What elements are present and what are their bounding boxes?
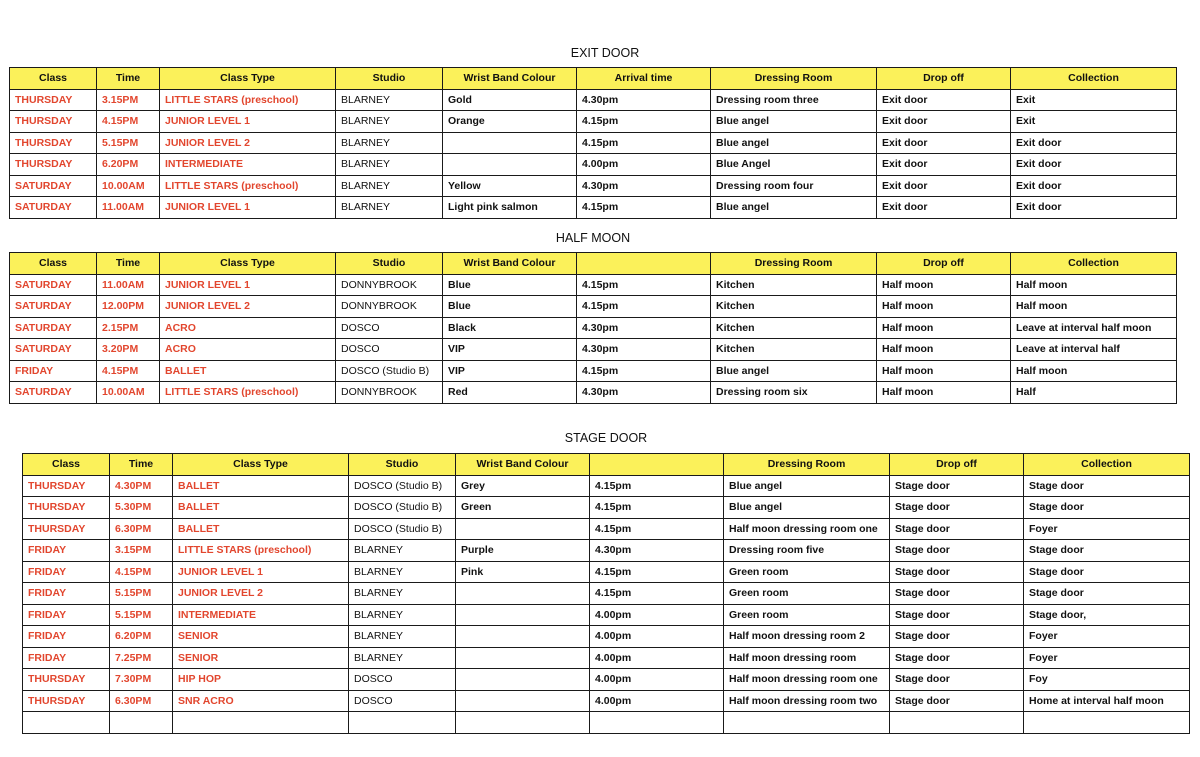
cell-class-type: JUNIOR LEVEL 2 [160,132,336,154]
cell-arrival: 4.15pm [577,132,711,154]
cell-drop-off: Stage door [890,475,1024,497]
cell-class: FRIDAY [23,647,110,669]
cell-class-type: JUNIOR LEVEL 1 [160,111,336,133]
column-header-studio: Studio [349,454,456,476]
column-header-drop-off: Drop off [890,454,1024,476]
column-header-class: Class [10,253,97,275]
cell-dressing-room: Kitchen [711,274,877,296]
cell-collection: Foyer [1024,518,1190,540]
cell-time: 11.00AM [97,274,160,296]
cell-time: 4.15PM [110,561,173,583]
cell-arrival: 4.30pm [577,382,711,404]
cell-drop-off: Half moon [877,360,1011,382]
cell-arrival: 4.15pm [590,475,724,497]
column-header-class-type: Class Type [160,68,336,90]
cell-class: SATURDAY [10,382,97,404]
cell-drop-off: Stage door [890,647,1024,669]
table-row [10,132,1177,154]
cell-studio: BLARNEY [336,111,443,133]
cell-class-type: JUNIOR LEVEL 2 [173,583,349,605]
cell-time: 11.00AM [97,197,160,219]
cell-drop-off: Half moon [877,274,1011,296]
cell-dressing-room: Blue Angel [711,154,877,176]
exit-door-table [9,67,1177,219]
cell-class-type: LITTLE STARS (preschool) [160,382,336,404]
cell-studio: BLARNEY [349,626,456,648]
cell-wrist-band [456,669,590,691]
column-header-collection: Collection [1011,253,1177,275]
cell-studio: DOSCO [349,669,456,691]
cell-time: 5.15PM [110,583,173,605]
cell-arrival: 4.00pm [590,626,724,648]
table-row [10,175,1177,197]
cell-class: FRIDAY [10,360,97,382]
cell-drop-off: Exit door [877,197,1011,219]
cell-class-type: LITTLE STARS (preschool) [173,540,349,562]
column-header-time: Time [110,454,173,476]
column-header-drop-off: Drop off [877,253,1011,275]
cell-class: THURSDAY [10,154,97,176]
cell-wrist-band: Gold [443,89,577,111]
cell-class-type: INTERMEDIATE [173,604,349,626]
cell-time: 6.20PM [110,626,173,648]
column-header-dressing-room: Dressing Room [724,454,890,476]
cell-class: FRIDAY [23,583,110,605]
cell-time: 6.30PM [110,518,173,540]
column-header-collection: Collection [1011,68,1177,90]
cell-class: THURSDAY [23,518,110,540]
cell-wrist-band: VIP [443,339,577,361]
column-header-time: Time [97,68,160,90]
stage-door-rows [23,475,1190,733]
table-row [23,669,1190,691]
cell-wrist-band [443,154,577,176]
column-header-arrival [590,454,724,476]
cell-drop-off: Stage door [890,604,1024,626]
cell-class-type: ACRO [160,339,336,361]
cell-class: SATURDAY [10,317,97,339]
table-row [23,583,1190,605]
cell-class: THURSDAY [23,669,110,691]
cell-arrival: 4.15pm [590,583,724,605]
cell-dressing-room: Half moon dressing room 2 [724,626,890,648]
table-row [10,274,1177,296]
column-header-arrival [577,253,711,275]
cell-class-type: BALLET [173,518,349,540]
cell-collection: Leave at interval half [1011,339,1177,361]
cell-wrist-band [456,690,590,712]
cell-collection: Exit door [1011,175,1177,197]
cell-class: THURSDAY [23,497,110,519]
table-row [23,690,1190,712]
cell-collection: Stage door [1024,540,1190,562]
table-row [10,197,1177,219]
cell-arrival: 4.15pm [577,296,711,318]
cell-arrival: 4.15pm [577,360,711,382]
cell-arrival: 4.15pm [577,274,711,296]
cell-class: THURSDAY [10,111,97,133]
cell-wrist-band: Blue [443,274,577,296]
cell-collection: Exit door [1011,197,1177,219]
cell-wrist-band: Green [456,497,590,519]
cell-wrist-band [456,604,590,626]
table-row [23,712,1190,734]
cell-wrist-band [456,518,590,540]
cell-studio [349,712,456,734]
cell-class-type: HIP HOP [173,669,349,691]
cell-collection: Stage door [1024,475,1190,497]
cell-arrival: 4.00pm [590,669,724,691]
cell-class-type: JUNIOR LEVEL 1 [173,561,349,583]
column-header-class-type: Class Type [173,454,349,476]
cell-studio: BLARNEY [336,154,443,176]
cell-studio: BLARNEY [336,197,443,219]
exit-door-title: EXIT DOOR [570,46,640,60]
column-header-class-type: Class Type [160,253,336,275]
cell-wrist-band: Orange [443,111,577,133]
cell-dressing-room: Half moon dressing room two [724,690,890,712]
cell-dressing-room: Green room [724,604,890,626]
cell-time: 4.15PM [97,111,160,133]
cell-studio: DOSCO (Studio B) [336,360,443,382]
cell-drop-off: Exit door [877,89,1011,111]
table-row [23,475,1190,497]
cell-dressing-room: Half moon dressing room [724,647,890,669]
table-row [23,604,1190,626]
cell-drop-off [890,712,1024,734]
column-header-wrist-band: Wrist Band Colour [456,454,590,476]
cell-studio: BLARNEY [336,89,443,111]
cell-class: THURSDAY [23,475,110,497]
cell-dressing-room: Green room [724,561,890,583]
cell-class: SATURDAY [10,296,97,318]
cell-arrival: 4.30pm [577,89,711,111]
column-header-class: Class [23,454,110,476]
cell-collection: Foy [1024,669,1190,691]
table-row [10,339,1177,361]
cell-wrist-band: Light pink salmon [443,197,577,219]
table-row [10,111,1177,133]
cell-studio: DOSCO (Studio B) [349,497,456,519]
cell-class: SATURDAY [10,175,97,197]
cell-drop-off: Half moon [877,317,1011,339]
cell-collection: Leave at interval half moon [1011,317,1177,339]
cell-dressing-room: Dressing room four [711,175,877,197]
cell-class-type: LITTLE STARS (preschool) [160,89,336,111]
cell-studio: BLARNEY [349,604,456,626]
cell-time: 3.20PM [97,339,160,361]
cell-dressing-room: Blue angel [724,497,890,519]
cell-collection: Half moon [1011,360,1177,382]
cell-arrival: 4.30pm [577,339,711,361]
cell-class: FRIDAY [23,604,110,626]
cell-arrival: 4.30pm [590,540,724,562]
cell-studio: DOSCO [336,339,443,361]
cell-wrist-band: Purple [456,540,590,562]
cell-arrival: 4.00pm [590,690,724,712]
cell-collection: Half [1011,382,1177,404]
cell-drop-off: Stage door [890,561,1024,583]
cell-arrival: 4.00pm [590,604,724,626]
cell-class-type: JUNIOR LEVEL 1 [160,274,336,296]
cell-class-type: BALLET [160,360,336,382]
cell-studio: BLARNEY [349,583,456,605]
column-header-wrist-band: Wrist Band Colour [443,253,577,275]
column-header-dressing-room: Dressing Room [711,253,877,275]
cell-time: 7.30PM [110,669,173,691]
stage-door-table [22,453,1190,734]
cell-collection: Foyer [1024,647,1190,669]
cell-class-type: SENIOR [173,647,349,669]
cell-class-type: LITTLE STARS (preschool) [160,175,336,197]
table-row [10,89,1177,111]
cell-collection: Exit door [1011,132,1177,154]
cell-dressing-room: Half moon dressing room one [724,669,890,691]
cell-arrival: 4.15pm [590,497,724,519]
table-row [23,518,1190,540]
cell-time: 6.20PM [97,154,160,176]
cell-class: FRIDAY [23,626,110,648]
cell-drop-off: Exit door [877,175,1011,197]
cell-wrist-band: VIP [443,360,577,382]
cell-dressing-room [724,712,890,734]
cell-wrist-band [456,626,590,648]
cell-drop-off: Stage door [890,669,1024,691]
cell-collection: Stage door [1024,583,1190,605]
cell-time: 5.30PM [110,497,173,519]
cell-collection: Stage door [1024,561,1190,583]
cell-time [110,712,173,734]
cell-arrival: 4.00pm [590,647,724,669]
cell-class: THURSDAY [10,89,97,111]
cell-wrist-band: Yellow [443,175,577,197]
cell-wrist-band: Blue [443,296,577,318]
cell-time: 3.15PM [97,89,160,111]
cell-time: 5.15PM [97,132,160,154]
cell-studio: DOSCO [336,317,443,339]
cell-studio: BLARNEY [349,540,456,562]
cell-arrival [590,712,724,734]
table-row [23,647,1190,669]
cell-arrival: 4.00pm [577,154,711,176]
cell-time: 6.30PM [110,690,173,712]
cell-arrival: 4.30pm [577,175,711,197]
cell-dressing-room: Blue angel [711,360,877,382]
table-header-row [23,454,1190,476]
cell-collection: Exit [1011,89,1177,111]
cell-studio: DOSCO (Studio B) [349,518,456,540]
cell-drop-off: Stage door [890,690,1024,712]
cell-wrist-band: Grey [456,475,590,497]
cell-time: 3.15PM [110,540,173,562]
cell-studio: DONNYBROOK [336,274,443,296]
cell-dressing-room: Kitchen [711,317,877,339]
cell-studio: DONNYBROOK [336,382,443,404]
stage-door-title: STAGE DOOR [564,431,648,445]
cell-collection: Stage door [1024,497,1190,519]
cell-collection: Half moon [1011,296,1177,318]
column-header-drop-off: Drop off [877,68,1011,90]
table-row [23,561,1190,583]
cell-dressing-room: Blue angel [724,475,890,497]
table-row [10,296,1177,318]
column-header-collection: Collection [1024,454,1190,476]
cell-wrist-band: Pink [456,561,590,583]
cell-wrist-band [456,583,590,605]
cell-class: FRIDAY [23,561,110,583]
cell-dressing-room: Blue angel [711,132,877,154]
cell-class: THURSDAY [23,690,110,712]
cell-dressing-room: Dressing room five [724,540,890,562]
cell-time: 4.30PM [110,475,173,497]
table-row [10,154,1177,176]
cell-dressing-room: Blue angel [711,197,877,219]
table-row [23,497,1190,519]
cell-class-type: SENIOR [173,626,349,648]
cell-collection: Stage door, [1024,604,1190,626]
table-row [10,317,1177,339]
cell-time: 12.00PM [97,296,160,318]
table-row [23,540,1190,562]
cell-dressing-room: Green room [724,583,890,605]
column-header-studio: Studio [336,253,443,275]
cell-drop-off: Exit door [877,111,1011,133]
cell-dressing-room: Kitchen [711,296,877,318]
column-header-wrist-band: Wrist Band Colour [443,68,577,90]
cell-drop-off: Half moon [877,296,1011,318]
cell-collection: Home at interval half moon [1024,690,1190,712]
cell-class: FRIDAY [23,540,110,562]
cell-drop-off: Half moon [877,339,1011,361]
cell-drop-off: Half moon [877,382,1011,404]
cell-collection [1024,712,1190,734]
cell-class-type: JUNIOR LEVEL 1 [160,197,336,219]
cell-wrist-band: Red [443,382,577,404]
half-moon-rows [10,274,1177,403]
cell-time: 10.00AM [97,175,160,197]
cell-class-type: BALLET [173,475,349,497]
cell-class-type: ACRO [160,317,336,339]
cell-arrival: 4.15pm [590,518,724,540]
cell-dressing-room: Blue angel [711,111,877,133]
column-header-arrival: Arrival time [577,68,711,90]
cell-drop-off: Exit door [877,154,1011,176]
cell-arrival: 4.15pm [590,561,724,583]
cell-studio: BLARNEY [336,175,443,197]
cell-dressing-room: Dressing room six [711,382,877,404]
table-header-row [10,68,1177,90]
cell-collection: Exit door [1011,154,1177,176]
cell-dressing-room: Dressing room three [711,89,877,111]
cell-studio: BLARNEY [336,132,443,154]
cell-arrival: 4.15pm [577,111,711,133]
cell-drop-off: Stage door [890,540,1024,562]
cell-dressing-room: Half moon dressing room one [724,518,890,540]
cell-time: 7.25PM [110,647,173,669]
cell-class: THURSDAY [10,132,97,154]
table-row [10,382,1177,404]
cell-collection: Foyer [1024,626,1190,648]
cell-class-type: BALLET [173,497,349,519]
cell-wrist-band [456,647,590,669]
column-header-class: Class [10,68,97,90]
cell-wrist-band: Black [443,317,577,339]
cell-arrival: 4.30pm [577,317,711,339]
cell-time: 10.00AM [97,382,160,404]
half-moon-table [9,252,1177,404]
cell-time: 4.15PM [97,360,160,382]
cell-drop-off: Stage door [890,626,1024,648]
cell-studio: DONNYBROOK [336,296,443,318]
cell-class-type [173,712,349,734]
half-moon-title: HALF MOON [555,231,631,245]
cell-class [23,712,110,734]
cell-class-type: JUNIOR LEVEL 2 [160,296,336,318]
cell-collection: Half moon [1011,274,1177,296]
cell-class: SATURDAY [10,339,97,361]
cell-drop-off: Stage door [890,583,1024,605]
column-header-dressing-room: Dressing Room [711,68,877,90]
exit-door-rows [10,89,1177,218]
cell-drop-off: Exit door [877,132,1011,154]
cell-collection: Exit [1011,111,1177,133]
cell-studio: DOSCO (Studio B) [349,475,456,497]
cell-wrist-band [456,712,590,734]
cell-drop-off: Stage door [890,497,1024,519]
table-row [23,626,1190,648]
cell-class: SATURDAY [10,197,97,219]
cell-time: 5.15PM [110,604,173,626]
cell-class: SATURDAY [10,274,97,296]
cell-dressing-room: Kitchen [711,339,877,361]
cell-drop-off: Stage door [890,518,1024,540]
table-header-row [10,253,1177,275]
column-header-time: Time [97,253,160,275]
cell-studio: DOSCO [349,690,456,712]
cell-studio: BLARNEY [349,561,456,583]
column-header-studio: Studio [336,68,443,90]
cell-time: 2.15PM [97,317,160,339]
cell-arrival: 4.15pm [577,197,711,219]
cell-studio: BLARNEY [349,647,456,669]
table-row [10,360,1177,382]
cell-wrist-band [443,132,577,154]
cell-class-type: INTERMEDIATE [160,154,336,176]
cell-class-type: SNR ACRO [173,690,349,712]
